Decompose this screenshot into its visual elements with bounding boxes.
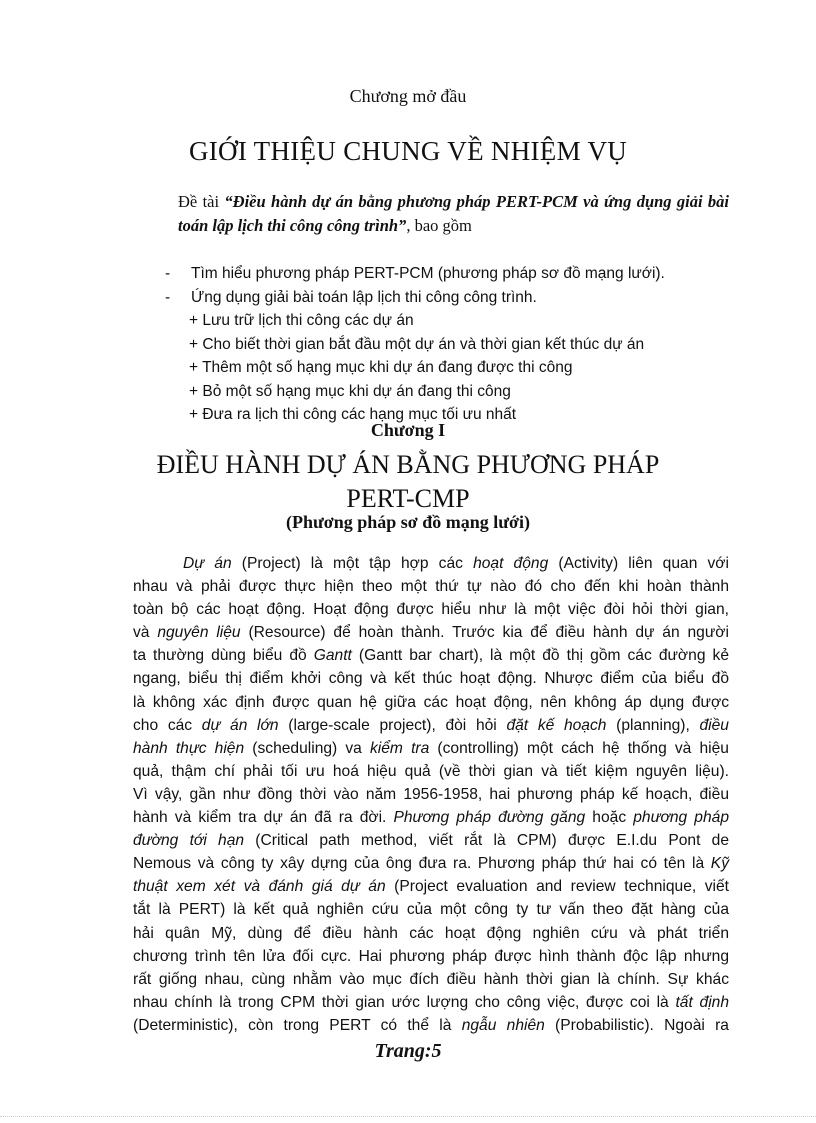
text-line (133, 829, 729, 852)
text-run: (planning), (606, 716, 700, 734)
text-line (133, 760, 729, 783)
page-bottom-divider (0, 1116, 816, 1117)
chapter-prelude: Chương mở đầu (349, 86, 467, 106)
text-run: quả, thậm chí phải tối ưu hoá hiệu quả (về thời gian và tiết kiệm nguyên liệu). (133, 762, 729, 780)
emphasis-text: nguyên liệu (157, 624, 241, 642)
text-line (133, 621, 729, 644)
project-title-quote: “Điều hành dự án bằng phương pháp PERT-PCM và ứng dụng giải bài toán lập lịch thi công công trình” (178, 192, 729, 235)
emphasis-text: Gantt (313, 647, 352, 665)
text-run: (controlling) một cách hệ thống và hiệu (429, 739, 729, 757)
list-item-text: + Cho biết thời gian bắt đầu một dự án và thời gian kết thúc dự án (189, 335, 645, 353)
text-line (133, 783, 729, 806)
text-line (133, 1014, 729, 1037)
body-paragraph (133, 552, 729, 1037)
text-run: rất giống nhau, cùng nhằm vào mục đích điều hành thời gian là chính. Sự khác (133, 970, 729, 988)
list-item (165, 262, 765, 286)
text-run: tắt là PERT) là kết quả nghiên cứu của một công ty tư vấn theo đặt hàng của (133, 901, 729, 919)
text-run: (Critical path method, viết rắt là CPM) được E.I.du Pont de (244, 832, 729, 850)
list-item-text: + Đưa ra lịch thi công các hạng mục tối ưu nhất (189, 406, 517, 423)
emphasis-text: dự án lớn (201, 716, 279, 734)
text-run: và (133, 624, 158, 642)
text-line (133, 806, 729, 829)
emphasis-text: kiểm tra (370, 739, 430, 757)
list-item-text: Tìm hiểu phương pháp PERT-PCM (phương pháp sơ đồ mạng lưới). (191, 265, 665, 282)
list-item-text: Ứng dụng giải bài toán lập lịch thi công công trình. (191, 288, 537, 306)
emphasis-text: Dự án (183, 555, 232, 572)
text-run: (Gantt bar chart), là một đồ thị gồm các đường kẻ (351, 647, 730, 665)
text-run: (Deterministic), còn trong PERT có thể là (133, 1016, 462, 1034)
task-list (165, 262, 765, 427)
text-run: là không xác định được quan hệ giữa các hoạt động, nên không áp dụng được (133, 693, 729, 711)
text-run: (Activity) liên quan với (548, 555, 729, 572)
text-line (133, 922, 729, 945)
emphasis-text: điều (699, 716, 729, 734)
chapter-label: Chương I (370, 420, 446, 440)
text-line (133, 714, 729, 737)
text-run: Vì vậy, gần như đồng thời vào năm 1956-1958, hai phương pháp kế hoạch, điều (133, 785, 729, 803)
text-line (133, 575, 729, 598)
chapter-title-line2: PERT-CMP (346, 484, 470, 513)
text-run: (Project) là một tập hợp các (231, 555, 474, 572)
emphasis-text: ngẫu nhiên (461, 1016, 545, 1034)
text-run: hành và kiểm tra dự án đã ra đời. (133, 809, 394, 827)
list-bullet: - (165, 265, 171, 282)
list-item (165, 333, 765, 357)
emphasis-text: Phương pháp đường găng (393, 809, 586, 827)
emphasis-text: đặt kế hoạch (506, 716, 607, 734)
text-line (133, 898, 729, 921)
page-title: GIỚI THIỆU CHUNG VỀ NHIỆM VỤ (188, 136, 628, 166)
list-item (165, 286, 765, 310)
emphasis-text: hành thực hiện (133, 739, 245, 757)
emphasis-text: Kỹ (710, 855, 729, 873)
intro-tail: , bao gồm (406, 216, 472, 235)
text-line (133, 598, 729, 621)
list-item (165, 380, 765, 404)
text-line (133, 737, 729, 760)
text-run: nhau và phải được thực hiện theo một thứ tự nào đó cho đến khi hoàn thành (133, 578, 729, 596)
text-line (133, 852, 729, 875)
list-item-text: + Bỏ một số hạng mục khi dự án đang thi công (189, 382, 511, 400)
text-run: chương trình tên lửa đối cực. Hai phương pháp được hình thành độc lập nhưng (133, 947, 729, 965)
text-run: (Resource) để hoàn thành. Trước kia để điều hành dự án người (240, 624, 729, 642)
list-bullet: - (165, 288, 171, 306)
emphasis-text: đường tới hạn (133, 832, 245, 850)
list-item (165, 356, 765, 380)
text-run: (scheduling) va (244, 739, 370, 757)
emphasis-text: hoạt động (473, 555, 549, 572)
text-run: cho các (133, 716, 202, 734)
text-run: ta thường dùng biểu đồ (133, 647, 314, 665)
list-item-text: + Lưu trữ lịch thi công các dự án (189, 312, 414, 329)
text-run: nhau chính là trong CPM thời gian ước lượng cho công việc, được coi là (133, 993, 676, 1011)
list-item (165, 309, 765, 333)
text-run: (large-scale project), đòi hỏi (278, 716, 507, 734)
page-number: Trang:5 (374, 1040, 442, 1062)
text-run: hải quân Mỹ, dùng để điều hành các hoạt động nghiên cứu và phát triển (133, 924, 729, 942)
text-line (133, 875, 729, 898)
chapter-title-line1: ĐIỀU HÀNH DỰ ÁN BẰNG PHƯƠNG PHÁP (156, 450, 660, 479)
text-line (133, 644, 729, 667)
text-line (133, 667, 729, 690)
emphasis-text: tất định (675, 993, 730, 1011)
text-line (133, 691, 729, 714)
text-run: toàn bộ các hoạt động. Hoạt động được hiểu như là một việc đòi hỏi thời gian, (133, 601, 729, 619)
text-line (133, 945, 729, 968)
text-run: ngang, biểu thị điểm khởi công và kết thúc hoạt động. Nhược điểm của biểu đồ (133, 670, 729, 688)
intro-paragraph (133, 190, 729, 238)
chapter-subtitle: (Phương pháp sơ đồ mạng lưới) (285, 512, 531, 532)
text-line (133, 968, 729, 991)
text-run: Nemous và công ty xây dựng của ông đưa ra. Phương pháp thứ hai có tên là (133, 855, 711, 873)
text-run: hoặc (585, 809, 634, 827)
intro-lead: Đề tài (178, 192, 225, 211)
list-item-text: + Thêm một số hạng mục khi dự án đang được thi công (189, 359, 573, 376)
text-line (133, 552, 729, 575)
text-run: (Project evaluation and review technique, viết (385, 878, 730, 896)
emphasis-text: phương pháp (633, 809, 730, 827)
text-run: (Probabilistic). Ngoài ra (544, 1016, 729, 1034)
text-line (133, 991, 729, 1014)
emphasis-text: thuật xem xét và đánh giá dự án (133, 878, 386, 896)
